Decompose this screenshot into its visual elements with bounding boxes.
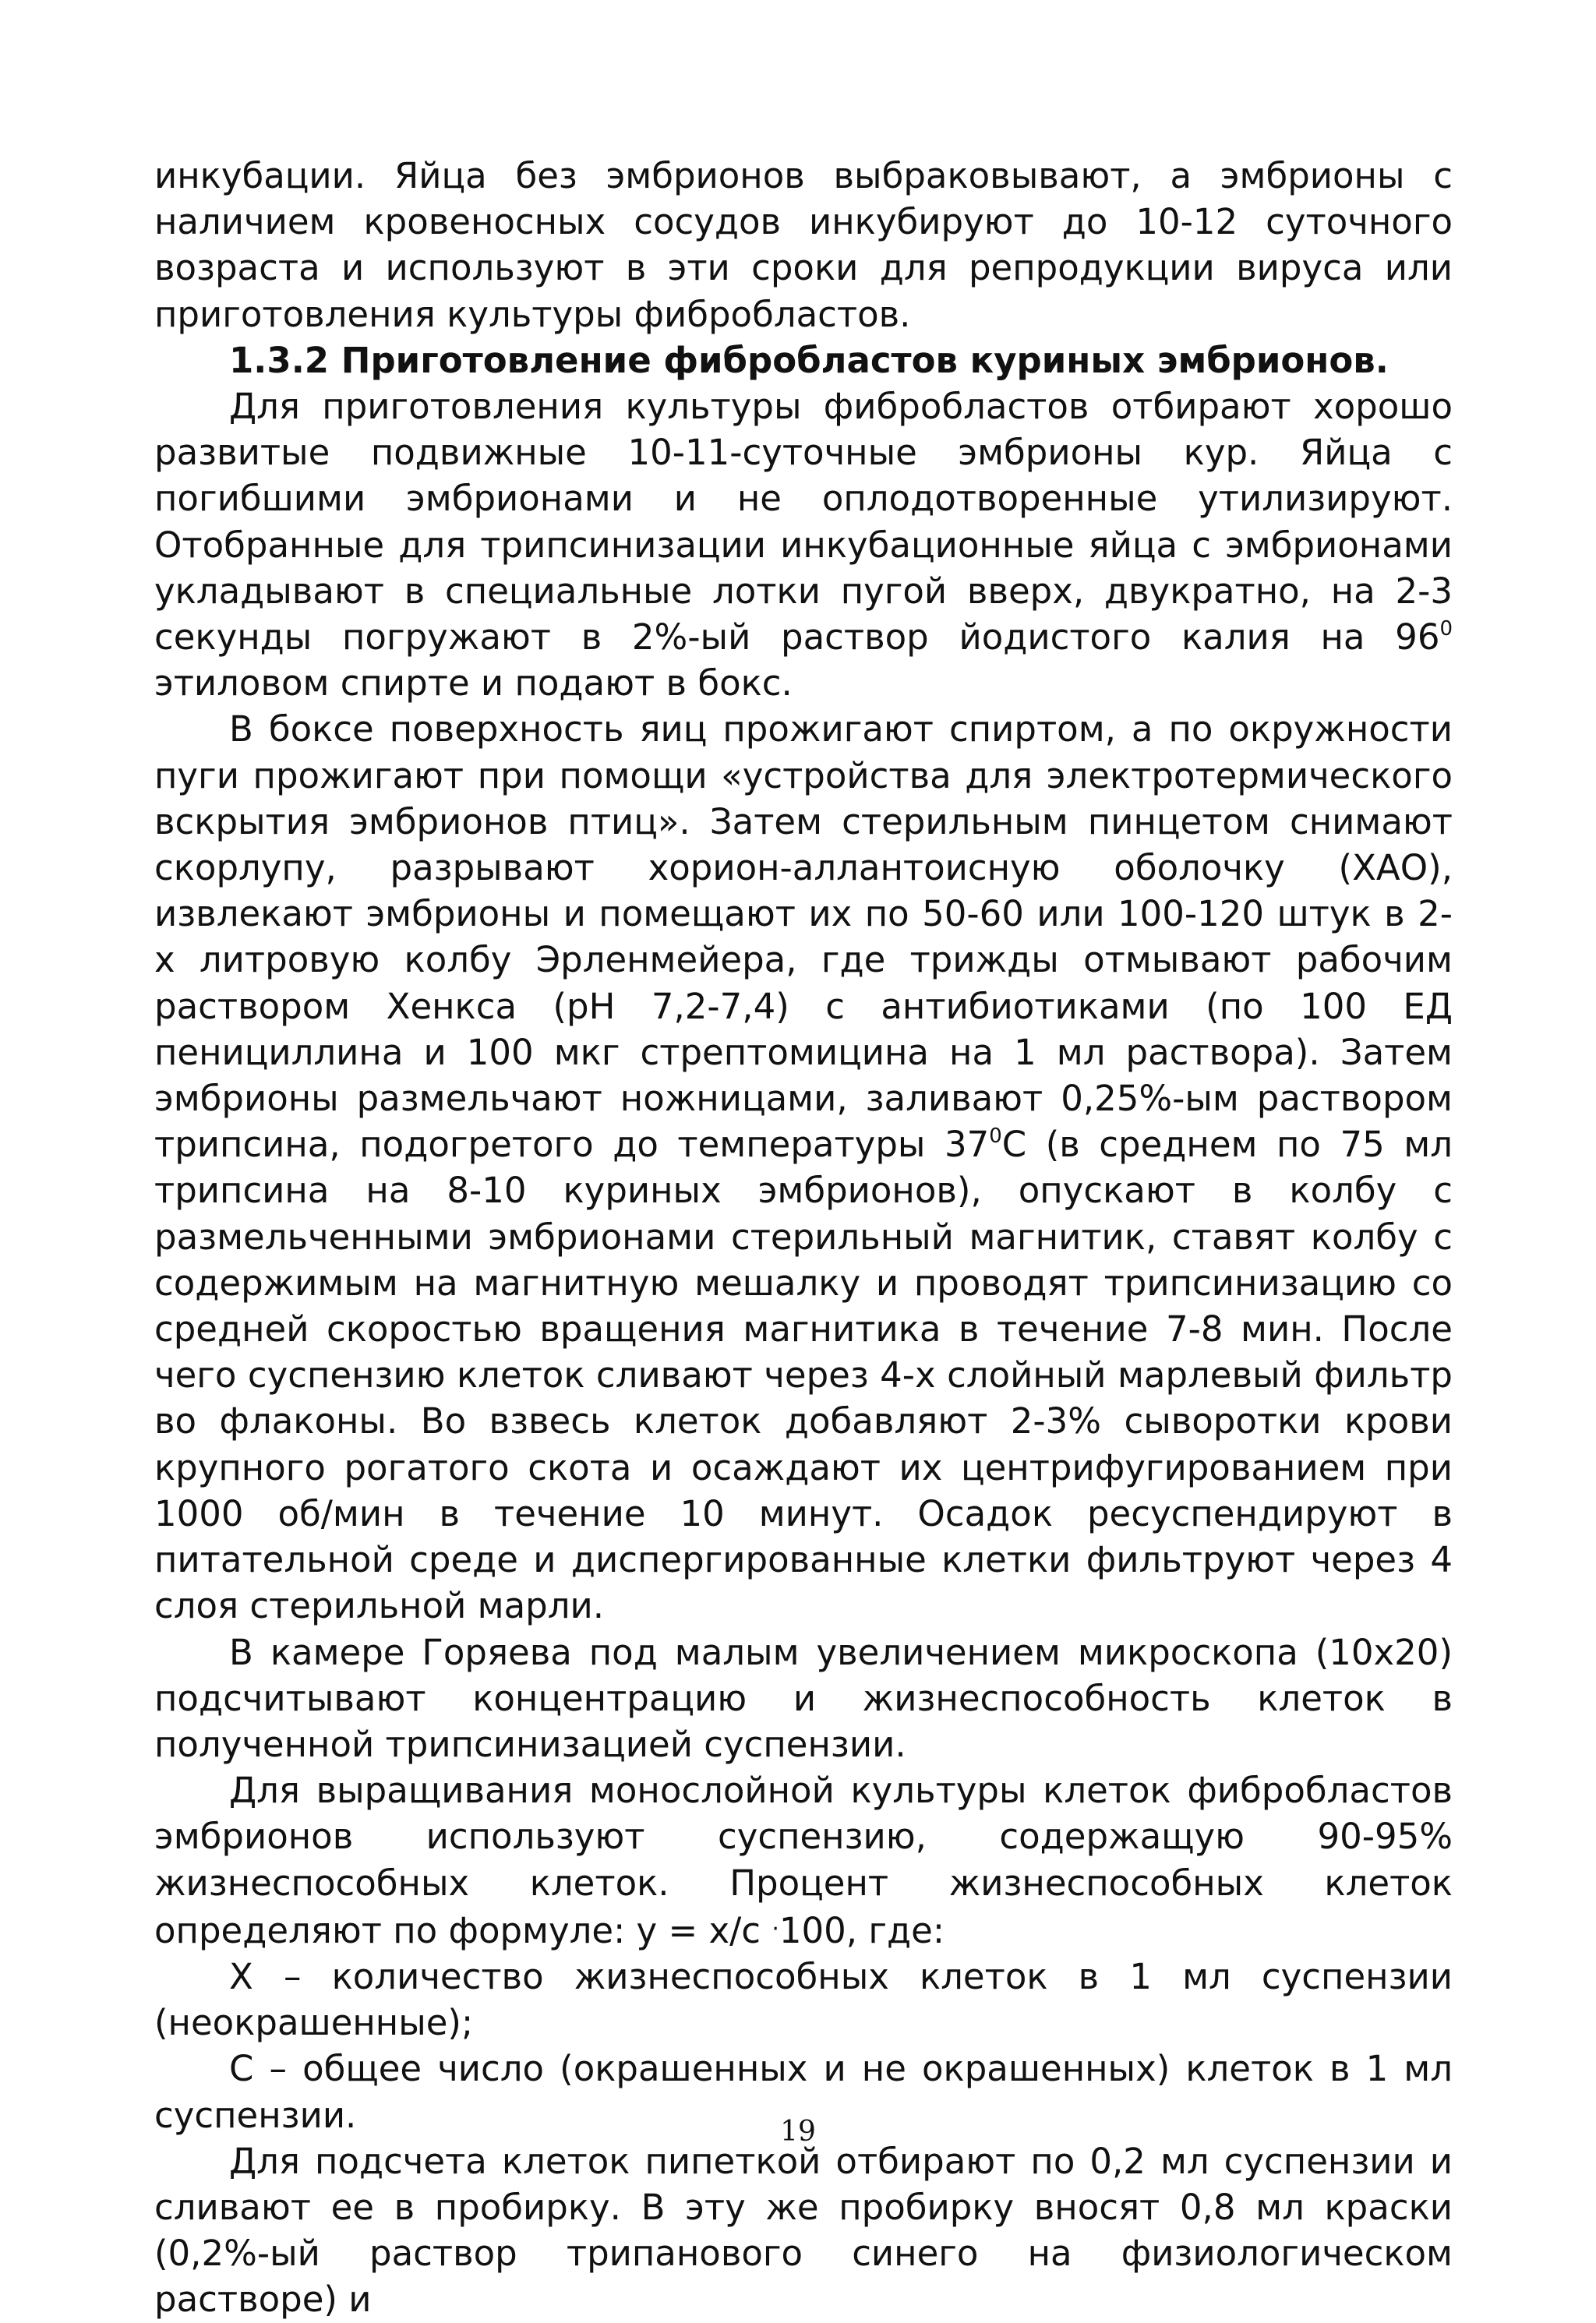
page-number: 19 <box>780 2116 816 2148</box>
paragraph-text: Х – количество жизнеспособных клеток в 1 мл суспензии (неокрашенные); <box>154 1955 1453 2044</box>
multiplication-dot: · <box>772 1915 779 1943</box>
paragraph-text: С (в среднем по 75 мл трипсина на 8-10 куриных эмбрионов), опускают в колбу с размельченными эмбрионами стерильный магнитик, ставят колбу с содержимым на магнитную мешалку и проводят трипсинизацию со средней скоростью вращения магнитика в течение 7-8 мин. После чего суспензию клеток сливают через 4-х слойный марлевый фильтр во флаконы. Во взвесь клеток добавляют 2-3% сыворотки крови крупного рогатого скота и осаждают их центрифугированием при 1000 об/мин в течение 10 минут. Осадок ресуспендируют в питательной среде и диспергированные клетки фильтруют через 4 слоя стерильной марли. <box>154 1124 1453 1627</box>
paragraph-box-procedure <box>154 706 1453 1629</box>
paragraph-text: Для приготовления культуры фибробластов отбирают хорошо развитые подвижные 10-11-суточные эмбрионы кур. Яйца с погибшими эмбрионами и не оплодотворенные утилизируют. Отобранные для трипсинизации инкубационные яйца с эмбрионами укладывают в специальные лотки пугой вверх, двукратно, на 2-3 секунды погружают в 2%-ый раствор йодистого калия на 96 <box>154 386 1453 658</box>
paragraph-text: В боксе поверхность яиц прожигают спиртом, а по окружности пуги прожигают при помощи «устройства для электротермического вскрытия эмбрионов птиц». Затем стерильным пинцетом снимают скорлупу, разрывают хорион-аллантоисную оболочку (ХАО), извлекают эмбрионы и помещают их по 50-60 или 100-120 штук в 2-х литровую колбу Эрленмейера, где трижды отмывают рабочим раствором Хенкса (рН 7,2-7,4) с антибиотиками (по 100 ЕД пенициллина и 100 мкг стрептомицина на 1 мл раствора). Затем эмбрионы размельчают ножницами, заливают 0,25%-ым раствором трипсина, подогретого до температуры 37 <box>154 708 1453 1166</box>
paragraph-definition-x <box>154 1954 1453 2046</box>
superscript: 0 <box>1439 617 1453 641</box>
paragraph-text: 100, где: <box>779 1909 945 1951</box>
section-heading-text: 1.3.2 Приготовление фибробластов куриных эмбрионов. <box>229 339 1389 381</box>
paragraph-text: С – общее число (окрашенных и не окрашенных) клеток в 1 мл суспензии. <box>154 2048 1453 2136</box>
page-body <box>154 153 1453 2323</box>
paragraph-egg-selection <box>154 383 1453 706</box>
paragraph-cell-counting <box>154 2138 1453 2323</box>
paragraph-text: Для выращивания монослойной культуры клеток фибробластов эмбрионов используют суспензию, содержащую 90-95% жизнеспособных клеток. Процент жизнеспособных клеток определяют по формуле: у = х/с <box>154 1770 1453 1951</box>
section-heading <box>154 337 1453 383</box>
paragraph-text: инкубации. Яйца без эмбрионов выбраковывают, а эмбрионы с наличием кровеносных сосудов инкубируют до 10-12 суточного возраста и используют в эти сроки для репродукции вируса или приготовления культуры фибробластов. <box>154 155 1453 335</box>
paragraph-continuation <box>154 153 1453 337</box>
superscript: 0 <box>989 1124 1002 1149</box>
paragraph-goryaev-chamber <box>154 1629 1453 1768</box>
paragraph-formula <box>154 1767 1453 1954</box>
paragraph-text: В камере Горяева под малым увеличением микроскопа (10х20) подсчитывают концентрацию и жизнеспособность клеток в полученной трипсинизацией суспензии. <box>154 1631 1453 1765</box>
paragraph-text: этиловом спирте и подают в бокс. <box>154 662 793 704</box>
paragraph-text: Для подсчета клеток пипеткой отбирают по 0,2 мл суспензии и сливают ее в пробирку. В эту же пробирку вносят 0,8 мл краски (0,2%-ый раствор трипанового синего на физиологическом растворе) и <box>154 2140 1453 2321</box>
